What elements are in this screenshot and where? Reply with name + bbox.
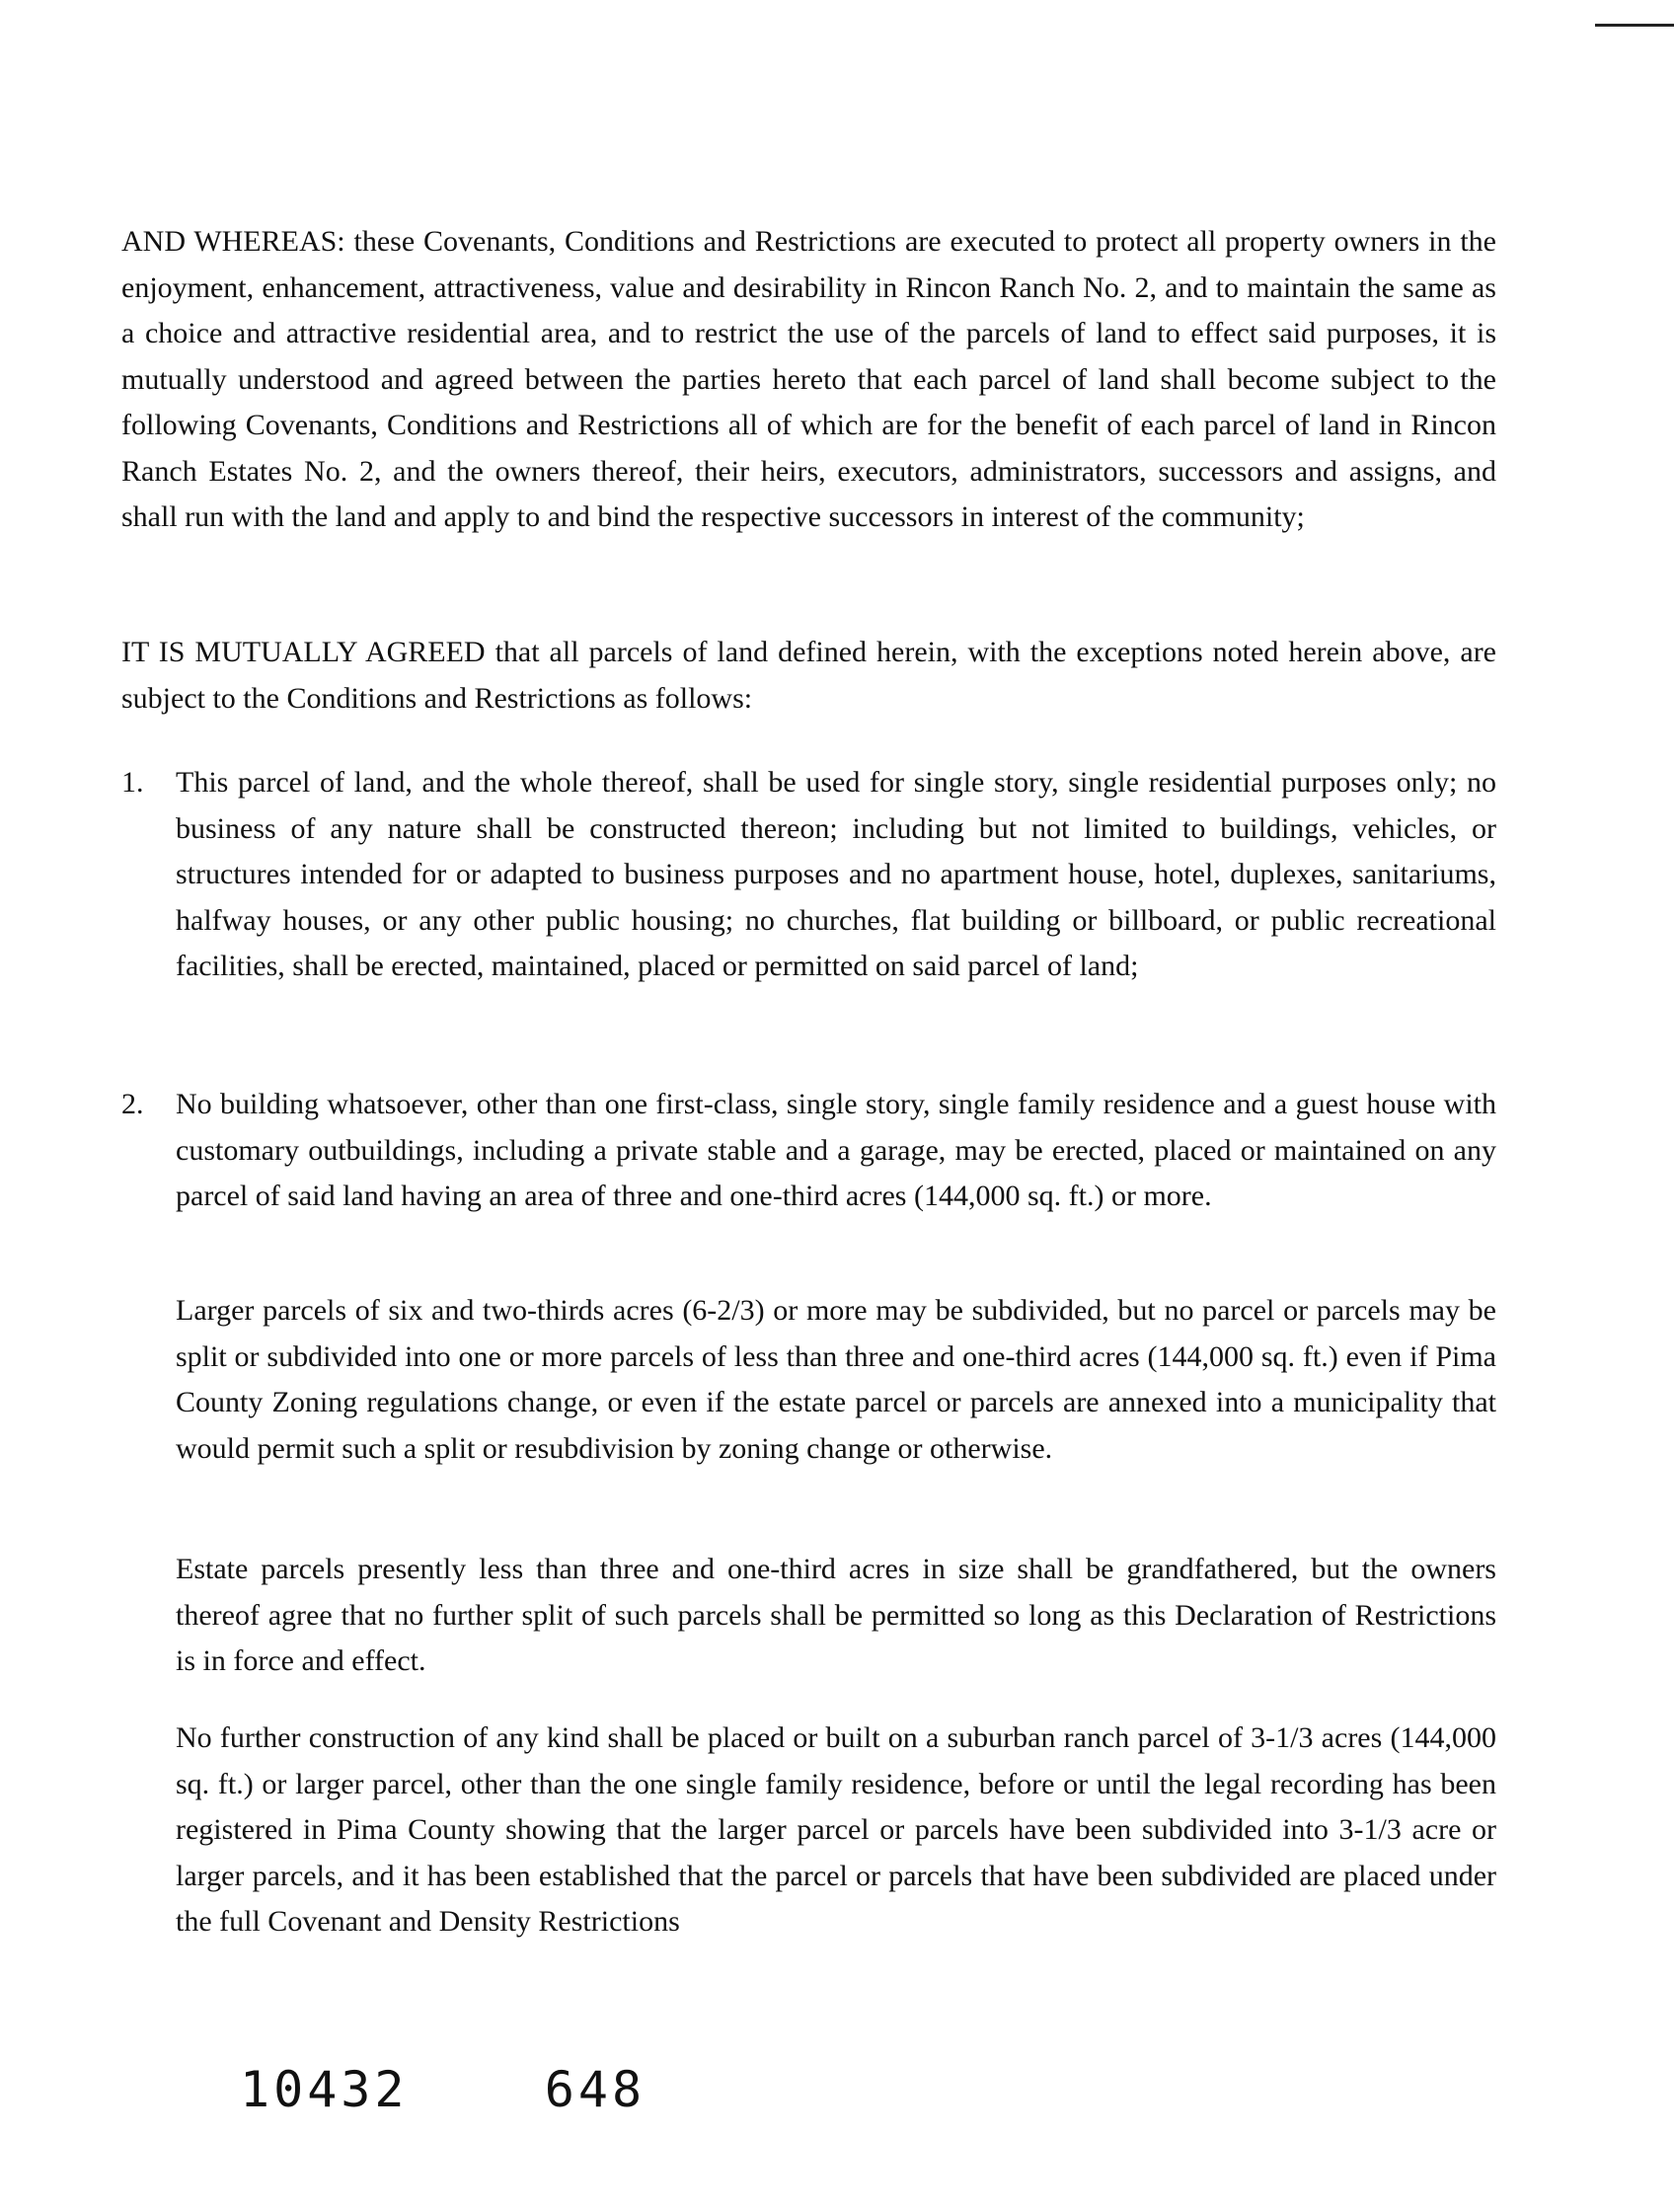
- docket-page-stamp: [240, 2061, 646, 2118]
- larger-parcels-paragraph: Larger parcels of six and two-thirds acres (6-2/3) or more may be subdivided, but no parcel or parcels may be split or subdivided into one or more parcels of less than three and one-third acres (144,000 sq. ft.) even if Pima County Zoning regulations change, or even if the estate parcel or parcels are annexed into a municipality that would permit such a split or resubdivision by zoning change or otherwise.: [176, 1294, 1496, 1465]
- docket-number: 10432: [240, 2061, 409, 2118]
- estate-parcels-paragraph: Estate parcels presently less than three and one-third acres in size shall be grandfathered, but the owners thereof agree that no further split of such parcels shall be permitted so long as this Declaration of Restrictions is in force and effect.: [176, 1553, 1496, 1677]
- list-item-number: 1.: [121, 766, 144, 799]
- page-number: 648: [544, 2061, 647, 2118]
- list-item-text: This parcel of land, and the whole thereof, shall be used for single story, single residential purposes only; no business of any nature shall be constructed thereon; including but not limited to buildings, vehicles, or structures intended for or adapted to business purposes and no apartment house, hotel, duplexes, sanitariums, halfway houses, or any other public housing; no churches, flat building or billboard, or public recreational facilities, shall be erected, maintained, placed or permitted on said parcel of land;: [176, 766, 1496, 982]
- scan-mark: [1595, 24, 1674, 27]
- whereas-paragraph: AND WHEREAS: these Covenants, Conditions and Restrictions are executed to protect all property owners in the enjoyment, enhancement, attractiveness, value and desirability in Rincon Ranch No. 2, and to maintain the same as a choice and attractive residential area, and to restrict the use of the parcels of land to effect said purposes, it is mutually understood and agreed between the parties hereto that each parcel of land shall become subject to the following Covenants, Conditions and Restrictions all of which are for the benefit of each parcel of land in Rincon Ranch Estates No. 2, and the owners thereof, their heirs, executors, administrators, successors and assigns, and shall run with the land and apply to and bind the respective successors in interest of the community;: [121, 225, 1496, 533]
- list-item-2: [121, 1082, 1496, 1220]
- list-item-1: [121, 760, 1496, 990]
- construction-paragraph: No further construction of any kind shall be placed or built on a suburban ranch parcel of 3-1/3 acres (144,000 sq. ft.) or larger parcel, other than the one single family residence, before or until the legal recording has been registered in Pima County showing that the larger parcel or parcels have been subdivided into 3-1/3 acre or larger parcels, and it has been established that the parcel or parcels that have been subdivided are placed under the full Covenant and Density Restrictions: [176, 1721, 1496, 1938]
- list-item-number: 2.: [121, 1088, 144, 1120]
- list-item-text: No building whatsoever, other than one first-class, single story, single family residence and a guest house with customary outbuildings, including a private stable and a garage, may be erected, placed or maintained on any parcel of said land having an area of three and one-third acres (144,000 sq. ft.) or more.: [176, 1088, 1496, 1212]
- agreed-paragraph: IT IS MUTUALLY AGREED that all parcels of land defined herein, with the exceptions noted herein above, are subject to the Conditions and Restrictions as follows:: [121, 636, 1496, 715]
